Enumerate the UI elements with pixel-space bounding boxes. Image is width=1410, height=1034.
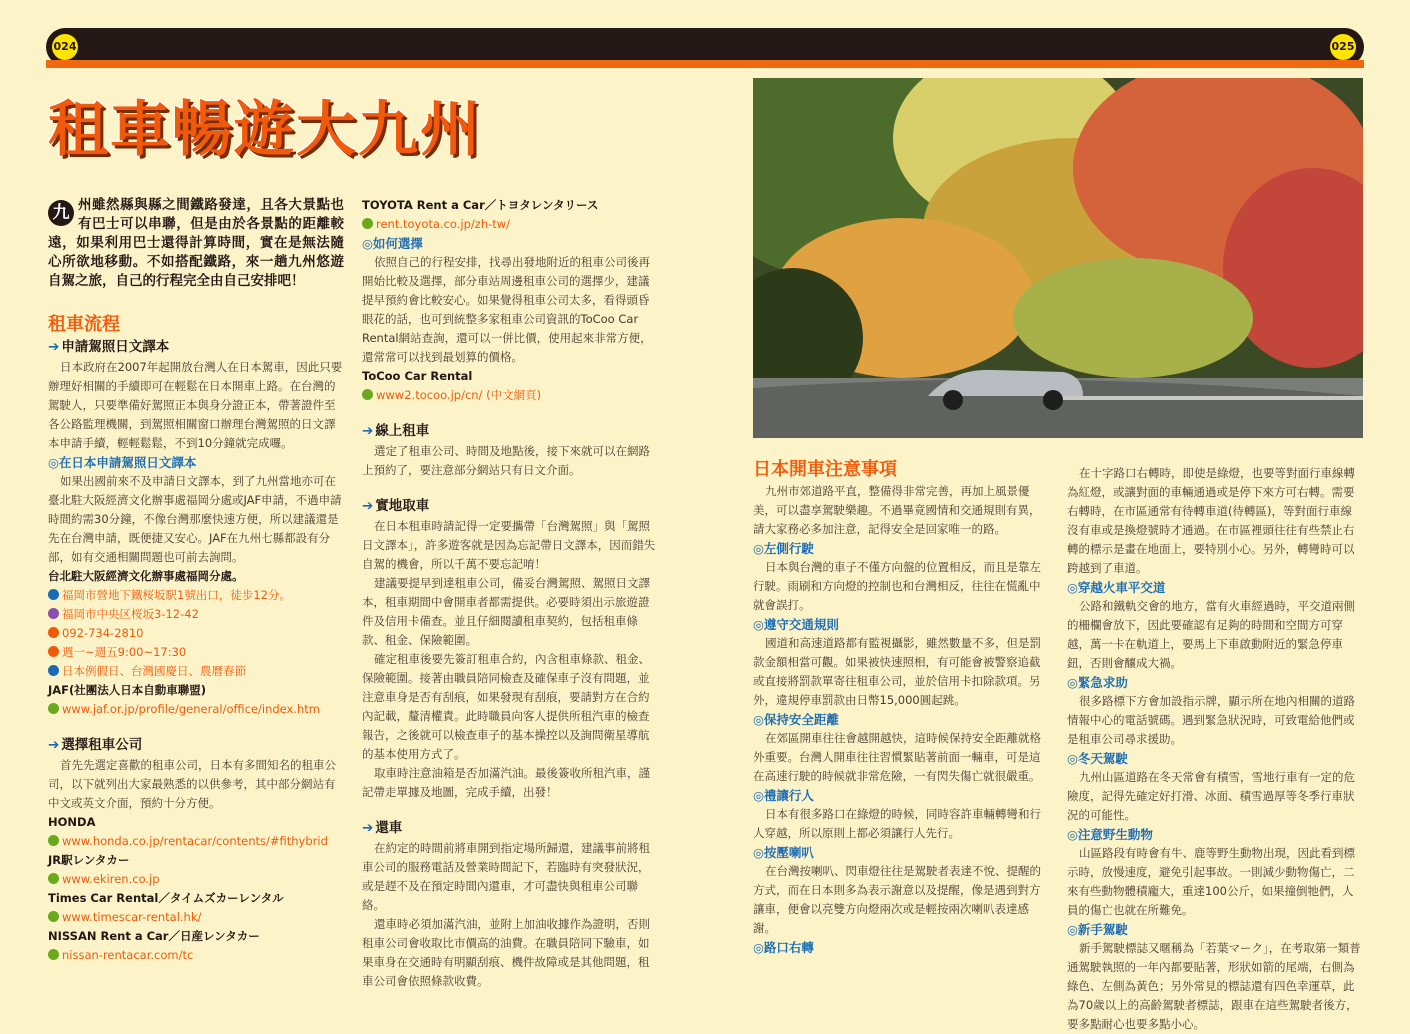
step-pickup-body-1: 在日本租車時請記得一定要攜帶「台灣駕照」與「駕照日文譯本」，許多遊客就是因為忘記帶日文譯本，因而錯失自駕的機會，所以千萬不要忘記唷！ [362, 519, 656, 571]
office-tel: 092-734-2810 [48, 624, 344, 643]
note-body: 山區路段有時會有牛、鹿等野生動物出現，因此看到標示時，放慢速度，避免引起事故。一則減少動物傷亡，二來有些動物體積龐大，重達100公斤，如果撞倒牠們，人員的傷亡也就在所難免。 [1067, 846, 1355, 917]
jaf-url[interactable]: www.jaf.or.jp/profile/general/office/index.htm [48, 700, 344, 719]
web-icon [48, 949, 59, 960]
company-name: TOYOTA Rent a Car／トヨタレンタリース [362, 198, 599, 212]
arrow-icon: ➔ [362, 423, 374, 439]
note-body: 日本與台灣的車子不僅方向盤的位置相反，而且是靠左行駛。雨刷和方向燈的控制也和台灣相反，往往在慌亂中就會誤打。 [753, 560, 1041, 612]
note-body: 日本有很多路口在綠燈的時候，同時容許車輛轉彎和行人穿越，所以原則上都必須讓行人先行。 [753, 807, 1041, 840]
office-closed: 日本例假日、台灣國慶日、農曆春節 [48, 662, 344, 681]
how-to-choose-body: 依照自己的行程安排，找尋出發地附近的租車公司後再開始比較及選擇，部分車站周邊租車公司的選擇少，建議提早預約會比較安心。如果覺得租車公司太多，看得頭昏眼花的話，也可到統整多家租車公司資訊的ToCoo Car Rental網站查詢，還可以一併比價，使用起來非常方便，還常常可以找到最划算的價格。 [362, 255, 652, 364]
column-4 [1067, 464, 1363, 1034]
step-company-title: ➔ 選擇租車公司 [48, 737, 143, 753]
office-address: 福岡市中央区桜坂3-12-42 [48, 605, 344, 624]
web-icon [362, 218, 373, 229]
jaf-name: JAF(社團法人日本自動車聯盟) [48, 683, 207, 697]
note-title: ◎緊急求助 [1067, 675, 1128, 690]
step-company-body: 首先先選定喜歡的租車公司，日本有多間知名的租車公司，以下就列出大家最熟悉的以供參考，其中部分網站有中文或英文介面，預約十分方便。 [48, 758, 336, 810]
note-body: 很多路標下方會加設指示牌，顯示所在地內相關的道路情報中心的電話號碼。遇到緊急狀況時，可致電給他們或是租車公司尋求援助。 [1067, 694, 1355, 746]
company-name: Times Car Rental／タイムズカーレンタル [48, 891, 284, 905]
page-number-left: 024 [52, 34, 78, 60]
dropcap: 九 [48, 200, 74, 226]
notes-intro: 九州市郊道路平直，整備得非常完善，再加上風景優美，可以盡享駕駛樂趣。不過畢竟國情和交通規則有異，請大家務必多加注意，記得安全是回家唯一的路。 [753, 484, 1041, 536]
step-license-body: 日本政府在2007年起開放台灣人在日本駕車，因此只要辦理好相關的手續即可在輕鬆在日本開車上路。在台灣的駕駛人，只要準備好駕照正本與身分證正本，帶著證件至各公路監理機關，到駕照相關窗口辦理台灣駕照的日文譯本申請手續，輕輕鬆鬆，不到10分鐘就完成囉。 [48, 360, 343, 450]
note-body: 九州山區道路在冬天常會有積雪，雪地行車有一定的危險度，記得先確定好打滑、冰面、積雪過厚等冬季行車狀況的可能性。 [1067, 770, 1355, 822]
note-body: 國道和高速道路都有監視攝影，雖然數量不多，但是罰款金額相當可觀。如果被快速照相，有可能會被警察追截或直接將罰款單寄往租車公司，並於信用卡扣除款項。另外，違規停車罰款由日幣15,000圓起跳。 [753, 636, 1041, 707]
step-license-title: ➔ 申請駕照日文譯本 [48, 339, 170, 355]
arrow-icon: ➔ [362, 498, 374, 514]
company-name: JR駅レンタカー [48, 853, 130, 867]
clock-icon [48, 646, 59, 657]
apply-in-japan-body: 如果出國前來不及申請日文譯本，到了九州當地亦可在臺北駐大阪經濟文化辦事處福岡分處或JAF申請，不過申請時間約需30分鐘，不像台灣那麼快速方便，所以建議還是先在台灣申請，既便捷又安心。JAF在九州七縣都設有分部，如有交通相關問題也可前去詢問。 [48, 474, 342, 564]
autumn-road-photo [753, 78, 1363, 438]
notes-heading: 日本開車注意事項 [753, 459, 897, 480]
tocoo-name: ToCoo Car Rental [362, 369, 473, 383]
step-online-title: ➔ 線上租車 [362, 423, 430, 439]
column-1 [48, 196, 344, 965]
note-body: 在郊區開車往往會越開越快，這時候保持安全距離就格外重要。台灣人開車往往習慣緊貼著前面一輛車，可是這在高速行駛的時候就非常危險，一有閃失傷亡就很嚴重。 [753, 731, 1041, 783]
arrow-icon: ➔ [48, 339, 60, 355]
company-name: HONDA [48, 815, 96, 829]
note-title: ◎冬天駕駛 [1067, 751, 1128, 766]
step-return-body-1: 在約定的時間前將車開到指定場所歸還，建議事前將租車公司的服務電話及營業時間記下，若臨時有突發狀況，或是趕不及在預定時間內還車，才可盡快與租車公司聯絡。 [362, 841, 650, 912]
step-pickup-title: ➔ 實地取車 [362, 498, 430, 514]
company-url[interactable]: nissan-rentacar.com/tc [48, 946, 344, 965]
arrow-icon: ➔ [48, 737, 60, 753]
note-title: ◎注意野生動物 [1067, 827, 1153, 842]
page-title: 租車暢遊大九州 [48, 95, 482, 165]
step-pickup-body-2: 建議要提早到達租車公司，備妥台灣駕照、駕照日文譯本，租車期間中會開車者都需提供。必要時須出示旅遊證件及信用卡備查。並且仔細閱讀租車契約，包括租車條款、租金、保險範圍。 [362, 576, 650, 647]
note-body: 公路和鐵軌交會的地方，當有火車經過時，平交道兩側的柵欄會放下，因此要確認有足夠的時間和空間方可穿越，萬一卡在軌道上，要馬上下車啟動附近的緊急停車鈕，否則會釀成大禍。 [1067, 599, 1355, 670]
note-body: 在台灣按喇叭、閃車燈往往是駕駛者表達不悅、提醒的方式，而在日本則多為表示謝意以及提醒，像是遇到對方讓車，便會以亮雙方向燈兩次或是輕按兩次喇叭表達感謝。 [753, 864, 1041, 935]
note-title: ◎新手駕駛 [1067, 922, 1128, 937]
intro-paragraph [48, 196, 344, 291]
web-icon [362, 389, 373, 400]
office-name: 台北駐大阪經濟文化辦事處福岡分處。 [48, 569, 244, 583]
train-icon [48, 589, 59, 600]
note-title: ◎遵守交通規則 [753, 617, 839, 632]
web-icon [48, 835, 59, 846]
note-title: ◎路口右轉 [753, 940, 814, 955]
company-url[interactable]: www.ekiren.co.jp [48, 870, 344, 889]
header-stripe [46, 60, 1364, 68]
step-return-title: ➔ 還車 [362, 820, 403, 836]
tocoo-url[interactable]: www2.tocoo.jp/cn/ (中文網頁) [362, 386, 658, 405]
arrow-icon: ➔ [362, 820, 374, 836]
web-icon [48, 911, 59, 922]
note-title: ◎保持安全距離 [753, 712, 839, 727]
company-url[interactable]: www.honda.co.jp/rentacar/contents/#fithybrid [48, 832, 344, 851]
flow-heading: 租車流程 [48, 314, 120, 335]
office-access: 福岡市營地下鐵桜坂駅1號出口，徒步12分。 [48, 586, 344, 605]
step-online-body: 選定了租車公司、時間及地點後，接下來就可以在網路上預約了，要注意部分網站只有日文介面。 [362, 444, 650, 477]
note-title: ◎禮讓行人 [753, 788, 814, 803]
phone-icon [48, 627, 59, 638]
autumn-road-illustration [753, 78, 1363, 438]
step-return-body-2: 還車時必須加滿汽油，並附上加油收據作為證明，否則租車公司會收取比市價高的油費。在職員陪同下驗車，如果車身在交通時有明顯刮痕、機件故障或是其他問題，租車公司會依照條款收費。 [362, 917, 650, 988]
column-2 [362, 196, 658, 991]
company-url[interactable]: www.timescar-rental.hk/ [48, 908, 344, 927]
web-icon [48, 873, 59, 884]
note-title: ◎按壓喇叭 [753, 845, 814, 860]
company-name: NISSAN Rent a Car／日産レンタカー [48, 929, 260, 943]
page-number-right: 025 [1330, 34, 1356, 60]
how-to-choose-title: ◎如何選擇 [362, 236, 423, 251]
office-hours: 週一~週五9:00~17:30 [48, 643, 344, 662]
home-icon [48, 608, 59, 619]
note-body: 在十字路口右轉時，即使是綠燈，也要等對面行車線轉為紅燈，或讓對面的車輛通過或是停下來方可右轉。需要右轉時，在市區通常有待轉車道(待轉區)，等對面行車線沒有車或是換燈號時才通過。在市區裡頭往往有些禁止右轉的標示是畫在地面上，要特別小心。另外，轉彎時可以跨越到了車道。 [1067, 466, 1355, 575]
intro-text: 州雖然縣與縣之間鐵路發達，且各大景點也有巴士可以串聯，但是由於各景點的距離較遠，如果利用巴士還得計算時間，實在是無法隨心所欲地移動。不如搭配鐵路，來一趟九州悠遊自駕之旅，自己的行程完全由自己安排吧！ [48, 197, 344, 289]
step-pickup-body-4: 取車時注意油箱是否加滿汽油。最後簽收所租汽車，謹記帶走單據及地圖，完成手續，出發！ [362, 766, 650, 799]
web-icon [48, 703, 59, 714]
note-title: ◎穿越火車平交道 [1067, 580, 1166, 595]
apply-in-japan-title: ◎在日本申請駕照日文譯本 [48, 455, 197, 470]
company-url[interactable]: rent.toyota.co.jp/zh-tw/ [362, 215, 658, 234]
column-3 [753, 458, 1049, 957]
note-title: ◎左側行駛 [753, 541, 814, 556]
note-body: 新手駕駛標誌又暱稱為「若葉マーク」，在考取第一類普通駕駛執照的一年內都要貼著，形狀如箭的尾端，右側為綠色、左側為黃色；另外常見的標誌還有四色幸運草，此為70歲以上的高齡駕駛者標誌，跟車在這些駕駛者後方，要多點耐心也要多點小心。 [1067, 941, 1361, 1031]
step-pickup-body-3: 確定租車後要先簽訂租車合約，內含租車條款、租金、保險範圍。接著由職員陪同檢查及確保車子沒有問題，並注意車身是否有刮痕，如果發現有刮痕，要請對方在合約內記載，釐清權責。此時職員向客人提供所租汽車的檢查報告，之後就可以檢查車子的基本操控以及詢問衛星導航的基本使用方式了。 [362, 652, 650, 761]
closed-icon [48, 665, 59, 676]
